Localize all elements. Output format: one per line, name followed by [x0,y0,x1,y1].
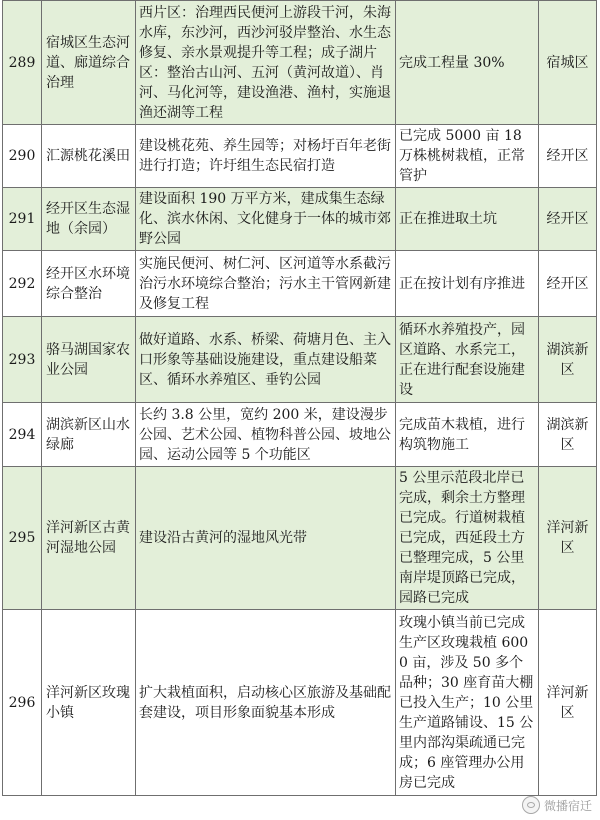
project-progress: 正在按计划有序推进 [396,251,539,317]
project-content: 建设桃花苑、养生园等；对杨圩百年老街进行打造；许圩组生态民宿打造 [136,125,396,188]
table-row [3,125,597,188]
project-progress: 5 公里示范段北岸已完成，剩余土方整理已完成。行道树栽植已完成，西延段土方已整理完成，5 公里南岸堤顶路已完成，园路已完成 [396,467,539,610]
project-area: 洋河新区 [539,610,597,796]
project-content: 西片区：治理西民便河上游段干河，朱海水库，东沙河，西沙河驳岸整治、水生态修复、亲水景观提升等工程；成子湖片区：整治古山河、五河（黄河故道）、肖河、马化河等，建设渔港、渔村，实施退渔还湖等工程 [136,1,396,125]
project-name: 洋河新区玫瑰小镇 [42,610,136,796]
project-content: 做好道路、水系、桥梁、荷塘月色、主入口形象等基础设施建设，重点建设船菜区、循环水养殖区、垂钓公园 [136,317,396,403]
project-name: 洋河新区古黄河湿地公园 [42,467,136,610]
table-row [3,610,597,796]
project-area: 洋河新区 [539,467,597,610]
project-progress: 循环水养殖投产，园区道路、水系完工，正在进行配套设施建设 [396,317,539,403]
project-progress: 完成工程量 30% [396,1,539,125]
row-number: 290 [3,125,42,188]
project-area: 宿城区 [539,1,597,125]
project-content: 建设面积 190 万平方米，建成集生态绿化、滨水休闲、文化健身于一体的城市郊野公园 [136,188,396,251]
project-content: 长约 3.8 公里，宽约 200 米，建设漫步公园、艺术公园、植物科普公园、坡地公园、运动公园等 5 个功能区 [136,403,396,467]
table-row [3,1,597,125]
project-content: 实施民便河、树仁河、区河道等水系截污治污水环境综合整治；污水主干管网新建及修复工程 [136,251,396,317]
row-number: 293 [3,317,42,403]
project-table [2,0,597,796]
project-content: 建设沿古黄河的湿地风光带 [136,467,396,610]
table-row [3,251,597,317]
table-row [3,317,597,403]
project-name: 骆马湖国家农业公园 [42,317,136,403]
project-name: 汇源桃花溪田 [42,125,136,188]
table-row [3,188,597,251]
project-name: 经开区水环境综合整治 [42,251,136,317]
table-row [3,403,597,467]
watermark-text: 微播宿迁 [543,798,592,813]
row-number: 289 [3,1,42,125]
row-number: 292 [3,251,42,317]
project-name: 宿城区生态河道、廊道综合治理 [42,1,136,125]
project-name: 湖滨新区山水绿廊 [42,403,136,467]
project-area: 湖滨新区 [539,403,597,467]
row-number: 291 [3,188,42,251]
project-progress: 玫瑰小镇当前已完成生产区玫瑰栽植 6000 亩，涉及 50 多个品种；30 座育苗大棚已投入生产；10 公里生产道路铺设、15 公里内部沟渠疏通已完成；6 座管理办公用房已完成 [396,610,539,796]
project-progress: 完成苗木栽植，进行构筑物施工 [396,403,539,467]
table-row [3,467,597,610]
row-number: 294 [3,403,42,467]
project-area: 经开区 [539,188,597,251]
wechat-logo-icon [522,796,540,814]
project-progress: 已完成 5000 亩 18 万株桃树栽植，正常管护 [396,125,539,188]
project-name: 经开区生态湿地（余园） [42,188,136,251]
project-area: 经开区 [539,251,597,317]
project-progress: 正在推进取土坑 [396,188,539,251]
project-content: 扩大栽植面积，启动核心区旅游及基础配套建设，项目形象面貌基本形成 [136,610,396,796]
project-area: 湖滨新区 [539,317,597,403]
watermark [522,796,592,814]
project-area: 经开区 [539,125,597,188]
row-number: 296 [3,610,42,796]
row-number: 295 [3,467,42,610]
